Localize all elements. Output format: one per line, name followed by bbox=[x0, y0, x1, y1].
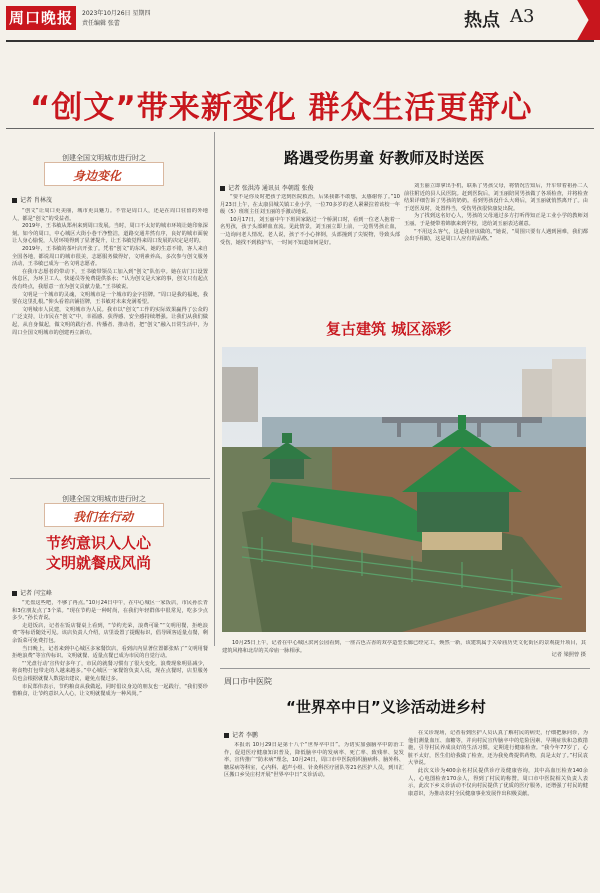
article-5-p1: 本报讯 10月29日是第十八个“世界卒中日”。为切实加强脑卒中防治工作，促进医疗健康知识普及，降低脑卒中的发病率、死亡率、致残率、复发率，宣传推广“防未病”理念，10月24日，周口市中医院组织脑病科、脑外科、糖尿病等科室，心内科、超声小组、针灸科医疗团队等21名医护人员，到川汇区搬口乡吴庄村开展“世界卒中日”义诊活动。 bbox=[224, 742, 404, 779]
article-5-p2: 在义诊现场，记者看到医护人员认真了解村民的病史，仔细把脉问诊，为他们测量血压、血糖等，并向村民宣传脑卒中的危险因素、早期症状和急救措施，引导村民养成良好的生活习惯，定期进行健康检查。“我今年77岁了，心脏不太好，医生们给我做了检查，还为我免费提供药物，真是太好了。”村民袁大爷说。 bbox=[408, 730, 588, 767]
banner-1-title: 创建全国文明城市进行时之 bbox=[62, 154, 146, 162]
campaign-banner-2 bbox=[44, 495, 164, 527]
photo-credit: 记者 梁照曾 摄 bbox=[551, 652, 586, 658]
article-2-p3: 刘玉丽立即拿出手机，联系了男孩父母，将情况告知后，开车带着祖孙二人前往附近的县人民医院。赶到医院后，刘玉丽陪同男孩做了各项检查，并将检查结果详细告诉了男孩的奶奶。看到男孩没什么大碍后，刘玉丽就悄然离开了。由于送医及时，处置得当，受伤男孩很快康复出院。 bbox=[404, 183, 588, 212]
page-corner-mark bbox=[562, 0, 600, 40]
article-1-p3: 2019年，王书敏的茶叶店开张了。凭着“创文”的东风，她的生意不错，客人来自全国各地，都说周口的城市很美，志愿服务做得好，文明素养高。多次参与创文服务活动，王书敏已成为一名文明志愿者。 bbox=[12, 245, 208, 268]
article-5-p3: 此次义诊为400余名村民提供诊疗及健康咨询，其中高血压检查140余人，心电图检查170余人，得到了村民的称赞。周口市中医院相关负责人表示，此次下乡义诊活动不仅向村民提供了优质的医疗服务，还增强了村民的健康意识，为推动农村全民健康事业发展作出积极贡献。 bbox=[408, 767, 588, 797]
article-1-body bbox=[12, 208, 208, 470]
article-2-p1: “要不是你及时把孩子送到医院救治，后果我都不敢想，太感谢你了。”10月23日上午，在太康县城关镇工业小学，一位70多岁的老人紧紧拉着该校一年级（5）班班主任刘玉丽的手激动地说。 bbox=[220, 194, 400, 216]
article-4-p2: 走进饭店，记者在饭店餐桌上看到，“节约光荣，浪费可耻”“文明用餐，拒绝浪费”等标语随处可见。该店负责人介绍，店里设置了提醒标识，倡导顾客适量点餐，剩余饭菜可免费打包。 bbox=[12, 622, 208, 644]
article-5-byline: 记者 李鹏 bbox=[224, 730, 258, 739]
headline-rule bbox=[6, 128, 594, 129]
article-2-p2: 10月17日，刘玉丽中午下班回家路过一个桥洞口时，看到一位老人抱着一名男孩，孩子头部鲜血直流。见此情景，刘玉丽立即上前，一边帮男孩止血，一边询问老人情况。老人说，孩子不小心摔倒，头部撞到了尖锐物，导致头部受伤，她找不到救护车，一时间不知道如何是好。 bbox=[220, 216, 400, 246]
article-2-col-a bbox=[220, 194, 400, 290]
article-4-p3: 当日晚上，记者来到中心城区多家餐饮店，看到店内显著位置都张贴了“文明用餐 拒绝浪费”等宣传标识。文明就餐、适量点餐已成为市民的自觉行动。 bbox=[12, 645, 208, 660]
article-4-title-2: 文明就餐成风尚 bbox=[46, 554, 152, 572]
article-1-p4: 在我市志愿者的带动下，王书敏带领员工加入到“创文”队伍中。她在店门口设置休息区，为环卫工人、快递员等免费提供茶水；“认为创文是大家的事，创文只有起点没有终点，我愿意一直为创文贡献力量。”王书敏说。 bbox=[12, 268, 208, 290]
article-1-p6: 文明城市人民建，文明城市为人民。我市以“创文”工作的实际效果赢得了公众的广泛支持，让市民在“创文”中，幸福感、获得感、安全感持续增强。让我们从我们做起，从自身做起，做文明的践行者、传播者、推动者，把“创文”融入日常生活中，为周口全国文明城市的创建再立新功。 bbox=[12, 306, 208, 336]
article-1-p1: “创文”让周口更美丽，城市更具魅力。不管是周口人，还是在周口驻留的外地人，都是“创文”的受益者。 bbox=[12, 208, 208, 222]
column-divider bbox=[214, 132, 215, 646]
article-2-title: 路遇受伤男童 好教师及时送医 bbox=[284, 149, 485, 167]
article-5-col-b bbox=[408, 730, 588, 882]
article-4-title-1: 节约意识入人心 bbox=[46, 534, 152, 552]
section-label: 热点 bbox=[464, 10, 500, 31]
article-5-top-rule bbox=[220, 668, 590, 669]
article-5-org: 周口市中医院 bbox=[224, 677, 272, 686]
masthead-editor: 责任编辑 张蕾 bbox=[82, 20, 120, 27]
banner-1-stamp: 身边变化 bbox=[73, 169, 122, 183]
article-1-byline: 记者 肖林茂 bbox=[12, 195, 52, 204]
article-1-p2: 2019年，王书敏从郑州来到周口发展。当时，周口不太好的城市环境让她印象深刻。如今的周口，中心城区大街小巷干净整洁，道路交通井然有序，良好的城市面貌让人身心愉悦，人居环境得到了显著提升，让王书敏觉得来周口发展的决定是对的。 bbox=[12, 223, 208, 245]
article-5-title: “世界卒中日”义诊活动进乡村 bbox=[286, 698, 486, 716]
photo-caption: 10月25日上午，记者在中心城区滨河公园看到，一座古色古香的双亭造型长廊已经完工，焕然一新，该建筑属于关帝庙历史文化街区的景观提升项目，其建筑风格和北岸的关帝庙一脉相承。 bbox=[222, 640, 586, 654]
article-4-p5: 市民郑伟表示，节约粮食从我做起，同时倡议身边的朋友也一起践行，“我们要珍惜粮食，让节约意识入人心，让文明就餐成为一种风尚。” bbox=[12, 683, 208, 698]
campaign-banner-1 bbox=[44, 154, 164, 186]
article-2-p5: “不用这么客气，这是我应该做的。”她说，“周围只要有人遇到困难，我们都会出手相助，这是周口人应有的品格。” bbox=[404, 228, 588, 243]
article-2-p4: 为了找到这名好心人，男孩的父母通过多方打听得知正是工业小学的教师刘玉丽。于是便带着锦旗来到学校，送给刘玉丽表达谢意。 bbox=[404, 213, 588, 227]
masthead-date: 2023年10月26日 星期四 bbox=[82, 10, 151, 17]
page-number: A3 bbox=[510, 6, 535, 27]
article-3-photo bbox=[222, 347, 586, 632]
article-4-p1: “光盘这些吧，不够了再点。”10月24日中午，在中心城区一家饭店，市民孙长青和3位朋友点了3个菜。“现在节约是一种时尚，在我们年轻群体中很常见，吃多少点多少。”孙长青说。 bbox=[12, 600, 208, 622]
page-headline: “创文”带来新变化 群众生活更舒心 bbox=[30, 90, 533, 126]
pavilion-photo-illustration bbox=[222, 347, 586, 632]
masthead-rule bbox=[6, 40, 594, 42]
article-3-title: 复古建筑 城区添彩 bbox=[326, 320, 452, 338]
masthead-logo: 周口晚报 bbox=[6, 6, 76, 30]
article-2-col-b bbox=[404, 183, 588, 290]
left-divider-1 bbox=[10, 478, 210, 479]
banner-2-title: 创建全国文明城市进行时之 bbox=[62, 495, 146, 503]
article-4-p4: “‘光盘行动’宣传好多年了，市民的就餐习惯有了很大变化，浪费现象明显减少，将食物打包带走的人越来越多。”中心城区一家餐馆负责人说，现在点餐时，店里服务员也会根据就餐人数提出建议，避免点餐过多。 bbox=[12, 660, 208, 682]
article-5-col-a bbox=[224, 742, 404, 882]
article-4-byline: 记者 闫宝峰 bbox=[12, 588, 52, 597]
article-2-byline: 记者 张洪涛 通讯员 李朝霞 张俊 bbox=[220, 183, 314, 192]
article-4-body bbox=[12, 600, 208, 882]
article-1-p5: 文明是一个城市的灵魂，文明城市是一个城市的金字招牌。“周口是我的福地，我要在这里扎根。”仰头看着店铺招牌，王书敏对未来充满希望。 bbox=[12, 291, 208, 306]
banner-2-stamp: 我们在行动 bbox=[73, 510, 134, 524]
